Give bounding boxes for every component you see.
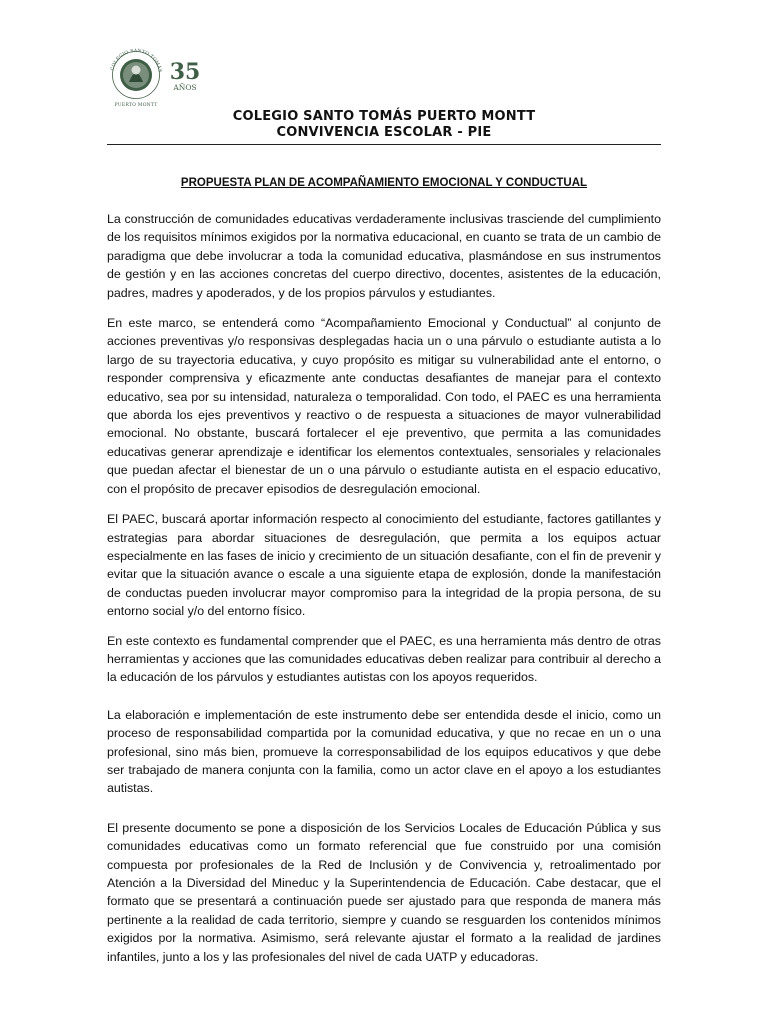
body-paragraph: El presente documento se pone a disposición de los Servicios Locales de Educación Pública y sus comunidades educativas como un formato referencial que fue construido por una comisión compuesta por profesionales de la Red de Inclusión y de Convivencia y, retroalimentado por Atención a la Diversidad del Mineduc y la Superintendencia de Educación. Cabe destacar, que el formato que se presentará a continuación puede ser ajustado para que responda de manera más pertinente a la realidad de cada territorio, siempre y cuando se resguarden los contenidos mínimos exigidos por la normativa. Asimismo, será relevante ajustar el formato a la realidad de jardines infantiles, junto a los y las profesionales del nivel de cada UATP y educadoras.: [107, 820, 661, 964]
anniversary-word: AÑOS: [173, 83, 197, 92]
header-department: CONVIVENCIA ESCOLAR - PIE: [276, 125, 492, 140]
anniversary-number: 35: [169, 59, 201, 85]
header-school-name: COLEGIO SANTO TOMÁS PUERTO MONTT: [232, 109, 536, 124]
header-divider: [107, 144, 661, 145]
school-crest-icon: [105, 44, 205, 108]
document-header: [107, 109, 661, 141]
document-body: [107, 210, 661, 966]
body-paragraph: En este marco, se entenderá como “Acompañamiento Emocional y Conductual” al conjunto de acciones preventivas y/o responsivas desplegadas hacia un o una párvulo o estudiante autista a lo largo de su trayectoria educativa, y cuyo propósito es mitigar su vulnerabilidad ante el entorno, o responder comprensiva y eficazmente ante conductas desafiantes de manejar para el contexto educativo, sea por su intensidad, naturaleza o temporalidad. Con todo, el PAEC es una herramienta que aborda los ejes preventivos y reactivo o de respuesta a situaciones de mayor vulnerabilidad emocional. No obstante, buscará fortalecer el eje preventivo, que permita a las comunidades educativas generar aprendizaje e identificar los elementos contextuales, sensoriales y relacionales que puedan afectar el bienestar de un o una párvulo o estudiante autista en el espacio educativo, con el propósito de precaver episodios de desregulación emocional.: [107, 316, 661, 496]
logo-location-text: PUERTO MONTT: [114, 103, 158, 108]
document-title: PROPUESTA PLAN DE ACOMPAÑAMIENTO EMOCIONAL Y CONDUCTUAL: [180, 177, 588, 189]
body-paragraph: La construcción de comunidades educativas verdaderamente inclusivas trasciende del cumplimiento de los requisitos mínimos exigidos por la normativa educacional, en cuanto se trata de un cambio de paradigma que debe involucrar a toda la comunidad educativa, plasmándose en sus instrumentos de gestión y en las acciones concretas del cuerpo directivo, docentes, asistentes de la educación, padres, madres y apoderados, y de los propios párvulos y estudiantes.: [107, 212, 661, 300]
body-paragraph: La elaboración e implementación de este instrumento debe ser entendida desde el inicio, como un proceso de responsabilidad compartida por la comunidad educativa, y que no recae en un o una profesional, sino más bien, promueve la corresponsabilidad de los equipos educativos y que debe ser trabajado de manera conjunta con la familia, como un actor clave en el apoyo a los estudiantes autistas.: [107, 707, 661, 796]
logo-arc-text: COLEGIO SANTO TOMÁS: [110, 48, 162, 74]
body-paragraph: El PAEC, buscará aportar información respecto al conocimiento del estudiante, factores gatillantes y estrategias para abordar situaciones de desregulación, que permita a los equipos actuar especialmente en las fases de inicio y crecimiento de un situación desafiante, con el fin de prevenir y evitar que la situación avance o escale a una siguiente etapa de explosión, donde la manifestación de conductas pueden involucrar mayor compromiso para la integridad de la propia persona, de su entorno social y/o del entorno físico.: [107, 512, 661, 619]
body-paragraph: En este contexto es fundamental comprender que el PAEC, es una herramienta más dentro de otras herramientas y acciones que las comunidades educativas deben realizar para contribuir al derecho a la educación de los párvulos y estudiantes autistas con los apoyos requeridos.: [107, 633, 661, 685]
school-logo: [105, 44, 205, 108]
